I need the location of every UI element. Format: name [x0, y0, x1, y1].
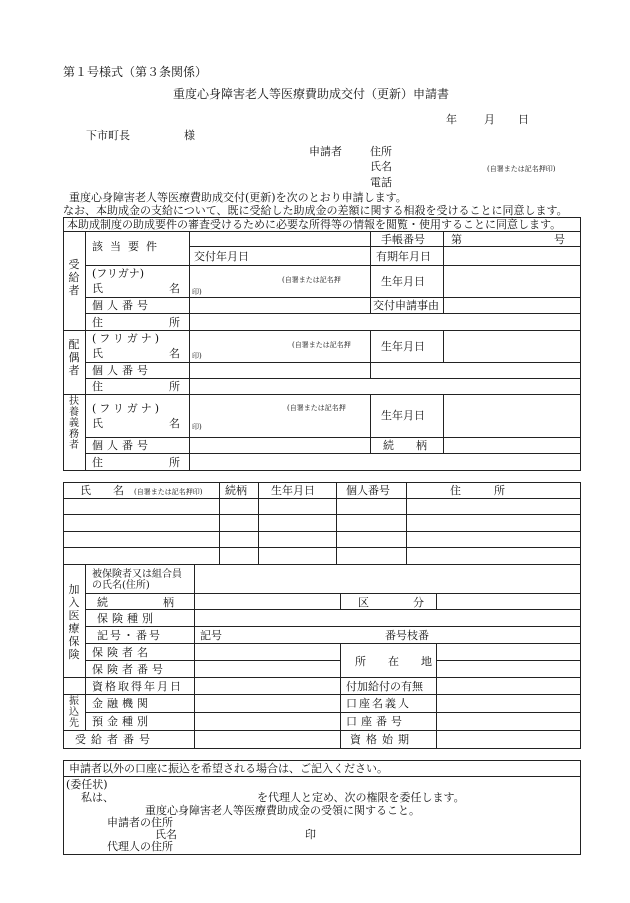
handbook-dai: 第	[451, 233, 462, 246]
proxy-line2: 重度心身障害老人等医療費助成金の受領に関すること。	[145, 804, 420, 817]
statement-line1: 重度心身障害老人等医療費助成交付(更新)を次のとおり申請します。	[69, 191, 407, 204]
spouse-sign-note-a: (自署または記名押	[292, 341, 351, 349]
household-col-relation: 続柄	[225, 484, 247, 497]
proxy-heading: (委任状)	[66, 778, 108, 791]
dependent-furigana-label: (フリガナ)	[92, 402, 163, 415]
qualified-date-label: 資格取得年月日	[92, 680, 183, 693]
spouse-name-label: 氏 名	[92, 347, 180, 360]
recipient-no-label: 受給者番号	[75, 733, 155, 746]
household-col-birth: 生年月日	[271, 484, 315, 497]
spouse-personal-no-label: 個人番号	[92, 364, 152, 377]
insurance-relation-label: 続 柄	[97, 596, 174, 609]
household-col-address: 住 所	[450, 484, 505, 497]
branch-no-label: 番号枝番	[385, 629, 429, 642]
recipient-section-label: 受 給 者	[68, 258, 80, 297]
recipient-address-label: 住 所	[92, 316, 180, 329]
symbol-label: 記号	[200, 629, 222, 642]
addressee-sama: 様	[184, 129, 195, 142]
bank-section-label: 振 込 先	[69, 696, 79, 729]
symbol-number-label: 記号・番号	[97, 629, 162, 642]
handbook-no-label: 手帳番号	[381, 233, 425, 246]
spouse-sign-note-b: 印)	[192, 352, 202, 360]
expiry-date-label: 有期年月日	[376, 250, 431, 263]
account-no-label: 口座番号	[346, 715, 406, 728]
deposit-type-label: 預金種別	[92, 715, 152, 728]
insured-name-label: 被保険者又は組合員の氏名(住所)	[92, 569, 182, 591]
recipient-furigana-label: (フリガナ)	[92, 267, 145, 280]
household-col-personal: 個人番号	[346, 484, 390, 497]
dependent-section-label: 扶 養 義 務 者	[69, 396, 79, 451]
insurance-type-label: 保険種別	[97, 612, 157, 625]
additional-benefit-label: 付加給付の有無	[346, 680, 423, 693]
bank-institution-label: 金融機関	[92, 697, 152, 710]
proxy-line1a: 私は、	[81, 791, 114, 804]
applicant-sign-note: (自署または記名押印)	[487, 165, 556, 173]
applicant-label: 申請者	[309, 145, 342, 158]
dependent-address-label: 住 所	[92, 456, 180, 469]
date-month-label: 月	[484, 113, 495, 126]
spouse-section-label: 配 偶 者	[68, 338, 80, 377]
issue-reason-label: 交付申請事由	[373, 299, 439, 312]
household-col-name: 氏 名	[80, 484, 124, 497]
dependent-name-label: 氏 名	[92, 417, 180, 430]
dependent-birth-label: 生年月日	[381, 409, 425, 422]
applicant-phone-label: 電話	[370, 176, 392, 189]
consent-text: 本助成制度の助成要件の審査受けるために必要な所得等の情報を閲覧・使用することに同意します。	[67, 218, 562, 231]
proxy-name-label: 氏名	[155, 828, 177, 841]
account-holder-label: 口座名義人	[346, 697, 411, 710]
recipient-sign-note-b: 印)	[192, 288, 202, 296]
handbook-gou: 号	[554, 233, 565, 246]
date-year-label: 年	[446, 113, 457, 126]
proxy-line1b: を代理人と定め、次の権限を委任します。	[257, 791, 465, 804]
recipient-sign-note-a: (自署または記名押	[282, 276, 341, 284]
issue-date-label: 交付年月日	[194, 250, 249, 263]
spouse-birth-label: 生年月日	[381, 340, 425, 353]
dependent-sign-note-a: (自署または記名押	[287, 404, 346, 412]
insurer-no-label: 保険者番号	[92, 663, 167, 676]
proxy-applicant-address: 申請者の住所	[107, 816, 173, 829]
applicant-name-label: 氏名	[370, 160, 392, 173]
spouse-address-label: 住 所	[92, 380, 180, 393]
qualification-start-label: 資格始期	[350, 733, 414, 746]
dependent-personal-no-label: 個人番号	[92, 439, 152, 452]
household-col-name-note: (自署または記名押印)	[134, 488, 203, 496]
recipient-personal-no-label: 個人番号	[92, 299, 152, 312]
requirement-label: 該当要件	[92, 240, 164, 253]
form-title: 重度心身障害老人等医療費助成交付（更新）申請書	[173, 87, 450, 101]
addressee: 下市町長	[86, 129, 130, 142]
statement-line2: なお、本助成金の支給について、既に受給した助成金の差額に関する相殺を受けることに同意します。	[63, 204, 568, 217]
location-label: 所 在 地	[355, 655, 432, 668]
insurance-category-label: 区 分	[358, 596, 424, 609]
insurer-name-label: 保険者名	[92, 646, 152, 659]
form-number: 第１号様式（第３条関係）	[63, 65, 208, 79]
proxy-notice: 申請者以外の口座に振込を希望される場合は、ご記入ください。	[69, 762, 388, 775]
dependent-relation-label: 続 柄	[383, 439, 427, 452]
recipient-birth-label: 生年月日	[381, 275, 425, 288]
recipient-name-label: 氏 名	[92, 282, 180, 295]
proxy-agent-address: 代理人の住所	[107, 840, 173, 853]
insurance-section-label: 加 入 医 療 保 険	[68, 583, 80, 661]
dependent-sign-note-b: 印)	[192, 423, 202, 431]
proxy-seal: 印	[305, 828, 316, 841]
applicant-address-label: 住所	[370, 145, 392, 158]
date-day-label: 日	[518, 113, 529, 126]
spouse-furigana-label: (フリガナ)	[92, 332, 163, 345]
